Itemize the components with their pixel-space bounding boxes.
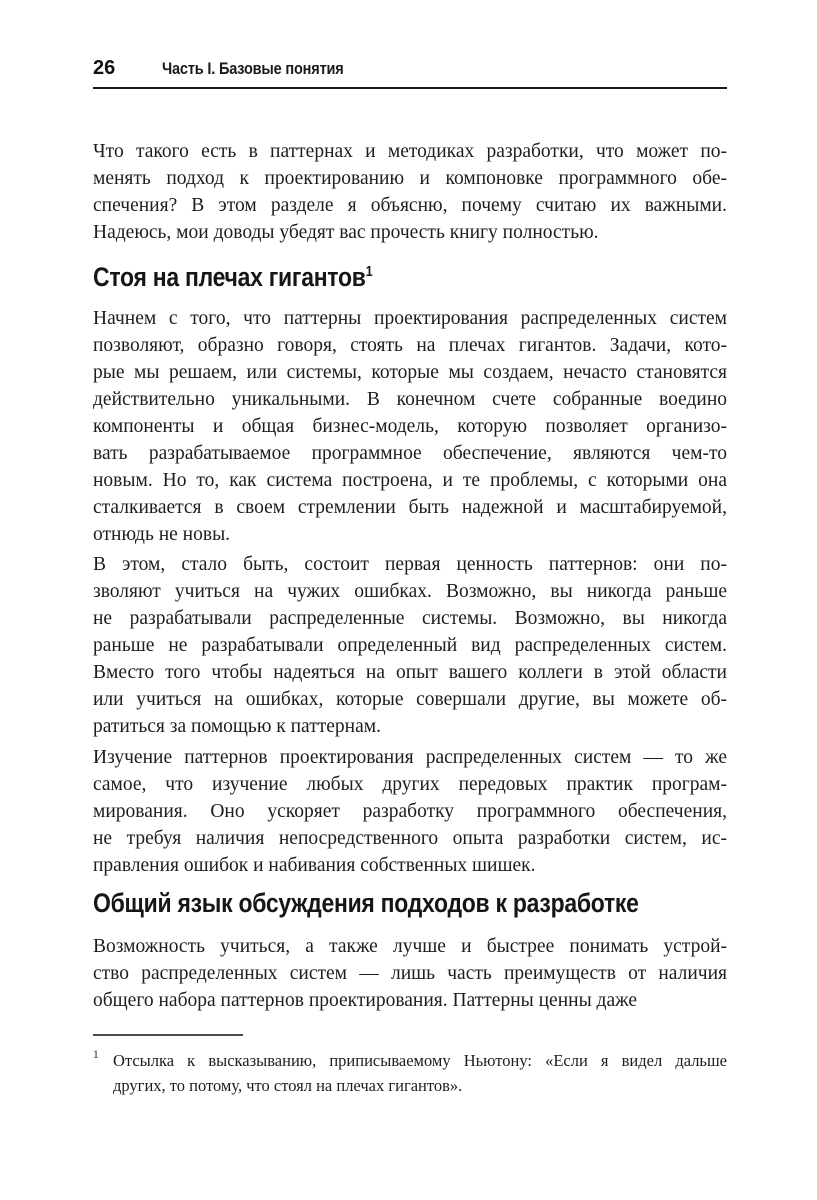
text-line: действительно уникальными. В конечном счете собранные воедино — [93, 389, 727, 410]
section-heading-common-language-text: Общий язык обсуждения подходов к разработке — [93, 888, 639, 918]
text-line: компоненты и общая бизнес-модель, которую позволяет организо- — [93, 416, 727, 437]
text-line: мирования. Оно ускоряет разработку программного обеспечения, — [93, 801, 727, 822]
text-line: ратиться за помощью к паттернам. — [93, 716, 381, 737]
text-line: Вместо того чтобы надеяться на опыт вашего коллеги в этой области — [93, 662, 727, 683]
section-heading-giants-text: Стоя на плечах гигантов — [93, 262, 366, 292]
text-line: правления ошибок и набивания собственных шишек. — [93, 855, 536, 876]
text-line: Возможность учиться, а также лучше и быстрее понимать устрой- — [93, 936, 727, 957]
text-line: позволяют, образно говоря, стоять на плечах гигантов. Задачи, кото- — [93, 335, 727, 356]
page-number: 26 — [93, 57, 116, 79]
text-line: общего набора паттернов проектирования. Паттерны ценны даже — [93, 990, 638, 1011]
footnote-text — [113, 1048, 727, 1098]
paragraph-giants-2 — [93, 551, 727, 740]
text-line: раньше не разрабатывали определенный вид распределенных систем. — [93, 635, 727, 656]
section-heading-common-language — [93, 888, 639, 919]
footnote — [93, 1034, 727, 1098]
paragraph-giants-1 — [93, 305, 727, 548]
paragraph-giants-3 — [93, 744, 727, 879]
text-line: зволяют учиться на чужих ошибках. Возможно, вы никогда раньше — [93, 581, 727, 602]
text-line: Изучение паттернов проектирования распределенных систем — то же — [93, 747, 727, 768]
text-line: спечения? В этом разделе я объясню, почему считаю их важными. — [93, 195, 727, 216]
footnote-marker: 1 — [93, 1049, 99, 1061]
section-heading-giants — [93, 262, 632, 293]
paragraph-intro — [93, 138, 727, 246]
text-line: рые мы решаем, или системы, которые мы создаем, нечасто становятся — [93, 362, 727, 383]
text-line: вать разрабатываемое программное обеспечение, являются чем-то — [93, 443, 727, 464]
text-line: или учиться на ошибках, которые совершали другие, вы можете об- — [93, 689, 727, 710]
text-line: других, то потому, что стоял на плечах гигантов». — [113, 1076, 463, 1095]
text-line: менять подход к проектированию и компоновке программного обе- — [93, 168, 727, 189]
text-line: самое, что изучение любых других передовых практик програм- — [93, 774, 727, 795]
text-line: Надеюсь, мои доводы убедят вас прочесть книгу полностью. — [93, 222, 599, 243]
footnote-body — [93, 1048, 727, 1098]
text-line: не разрабатывали распределенные системы. Возможно, вы никогда — [93, 608, 727, 629]
text-line: отнюдь не новы. — [93, 524, 231, 545]
text-line: В этом, стало быть, состоит первая ценность паттернов: они по- — [93, 554, 727, 575]
running-title: Часть I. Базовые понятия — [162, 60, 344, 78]
footnote-divider — [93, 1034, 243, 1036]
header-divider — [93, 87, 727, 89]
text-line: Что такого есть в паттернах и методиках разработки, что может по- — [93, 141, 727, 162]
text-line: новым. Но то, как система построена, и те проблемы, с которыми она — [93, 470, 727, 491]
paragraph-common-language-1 — [93, 933, 727, 1014]
footnote-ref-marker: 1 — [365, 263, 373, 280]
running-header — [93, 57, 727, 80]
text-line: не требуя наличия непосредственного опыта разработки систем, ис- — [93, 828, 727, 849]
text-line: сталкивается в своем стремлении быть надежной и масштабируемой, — [93, 497, 727, 518]
text-line: Начнем с того, что паттерны проектирования распределенных систем — [93, 308, 727, 329]
text-line: Отсылка к высказыванию, приписываемому Ньютону: «Если я видел дальше — [113, 1051, 727, 1070]
text-line: ство распределенных систем — лишь часть преимуществ от наличия — [93, 963, 727, 984]
